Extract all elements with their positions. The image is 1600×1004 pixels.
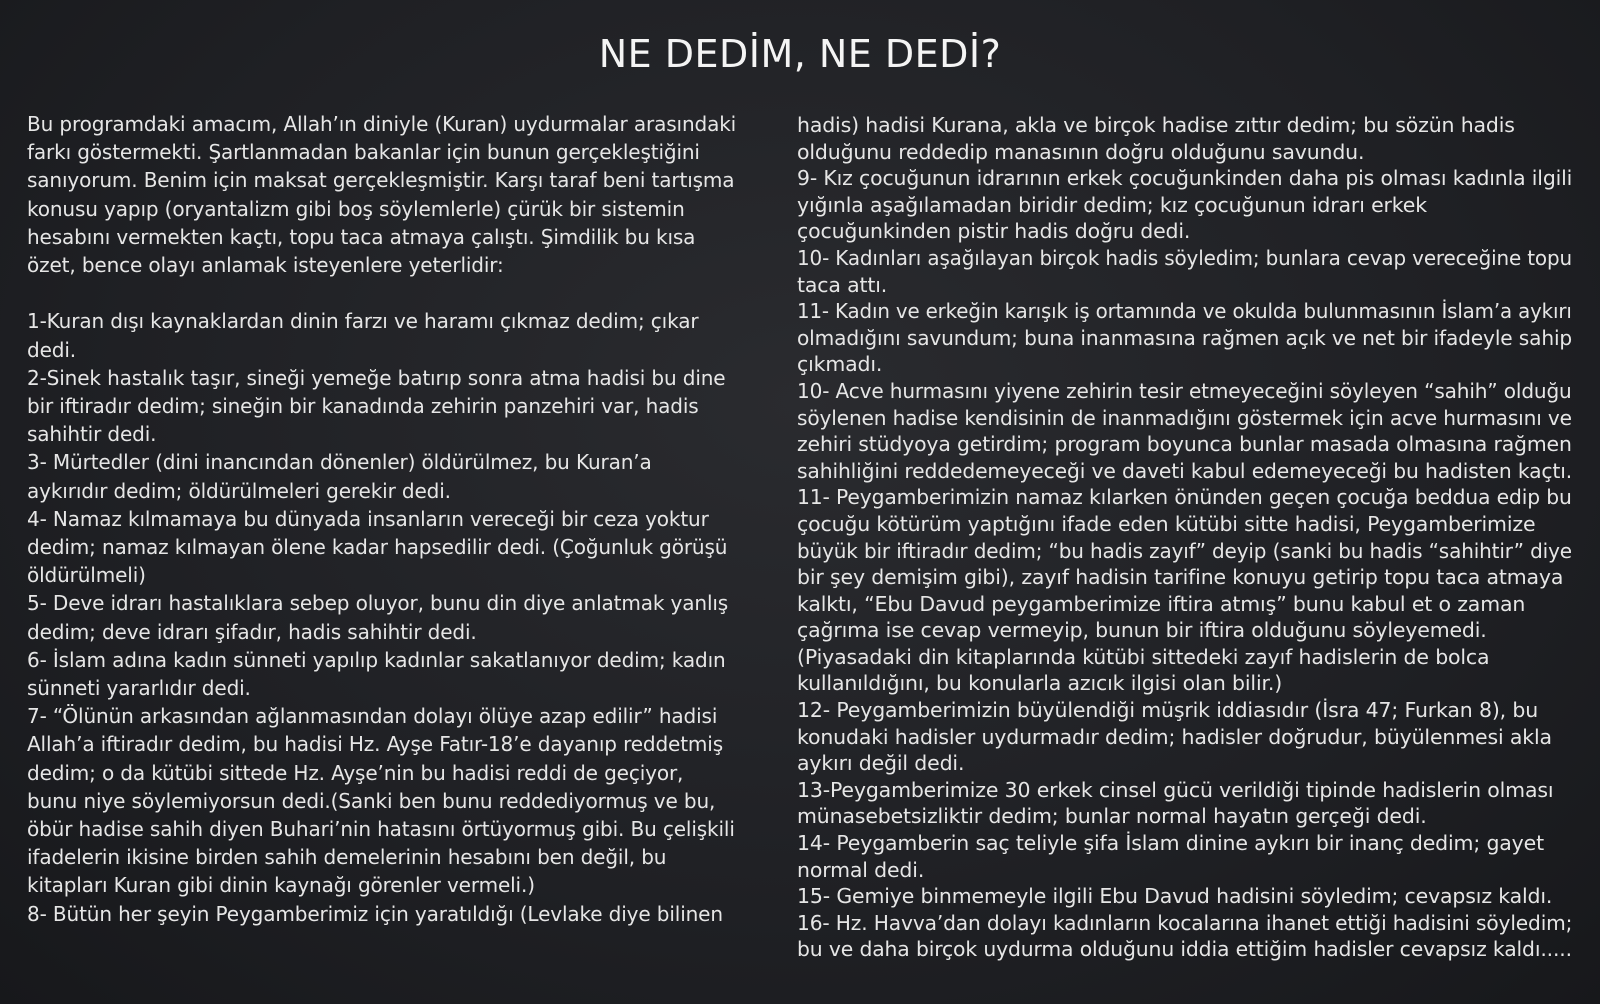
text-line: çocuğunkinden pistir hadis doğru dedi. [797, 219, 1191, 244]
text-line: bunu niye söylemiyorsun dedi.(Sanki ben bunu reddediyormuş ve bu, [27, 788, 716, 813]
left-column [27, 110, 767, 928]
text-line: hesabını vermekten kaçtı, topu taca atmaya çalıştı. Şimdilik bu kısa [27, 224, 696, 249]
text-line: 10- Kadınları aşağılayan birçok hadis söyledim; bunlara cevap vereceğine topu [797, 245, 1572, 270]
text-line: kullanıldığını, bu konularla azıcık ilgisi olan bilir.) [797, 671, 1283, 696]
text-line: dedim; o da kütübi sittede Hz. Ayşe’nin bu hadisi reddi de geçiyor, [27, 760, 684, 785]
text-line: Allah’a iftiradır dedim, bu hadisi Hz. Ayşe Fatır-18’e dayanıp reddetmiş [27, 732, 724, 757]
text-line: (Piyasadaki din kitaplarında kütübi sittedeki zayıf hadislerin de bolca [797, 644, 1490, 669]
text-line: aykırıdır dedim; öldürülmeleri gerekir dedi. [27, 478, 451, 503]
text-line: 16- Hz. Havva’dan dolayı kadınların kocalarına ihanet ettiği hadisini söyledim; [797, 910, 1573, 935]
text-line: 15- Gemiye binmemeyle ilgili Ebu Davud hadisini söyledim; cevapsız kaldı. [797, 884, 1553, 909]
text-line: bir iftiradır dedim; sineğin bir kanadında zehirin panzehiri var, hadis [27, 394, 699, 419]
text-line: farkı göstermekti. Şartlanmadan bakanlar için bunun gerçekleştiğini [27, 140, 700, 165]
text-line: sanıyorum. Benim için maksat gerçekleşmiştir. Karşı taraf beni tartışma [27, 168, 735, 193]
text-line: dedim; deve idrarı şifadır, hadis sahihtir dedi. [27, 619, 477, 644]
text-line: 14- Peygamberin saç teliyle şifa İslam dinine aykırı bir inanç dedim; gayet [797, 831, 1544, 856]
text-line: çocuğu kötürüm yaptığını ifade eden kütübi sitte hadisi, Peygamberimize [797, 511, 1536, 536]
text-line: 12- Peygamberimizin büyülendiği müşrik iddiasıdır (İsra 47; Furkan 8), bu [797, 698, 1539, 723]
text-line: 1-Kuran dışı kaynaklardan dinin farzı ve haramı çıkmaz dedim; çıkar [27, 309, 699, 334]
text-line: 3- Mürtedler (dini inancından dönenler) öldürülmez, bu Kuran’a [27, 450, 652, 475]
text-line: sahihtir dedi. [27, 422, 157, 447]
text-line: zehiri stüdyoya getirdim; program boyunca bunlar masada olmasına rağmen [797, 432, 1572, 457]
text-line: olmadığını savundum; buna inanmasına rağmen açık ve net bir ifadeyle sahip [797, 325, 1573, 350]
text-line: konudaki hadisler uydurmadır dedim; hadisler doğrudur, büyülenmesi akla [797, 724, 1552, 749]
text-line: kalktı, “Ebu Davud peygamberimize iftira atmış” bunu kabul et o zaman [797, 591, 1526, 616]
text-line: özet, bence olayı anlamak isteyenlere yeterlidir: [27, 253, 504, 278]
text-line: 9- Kız çocuğunun idrarının erkek çocuğunkinden daha pis olması kadınla ilgili [797, 166, 1573, 191]
text-line: münasebetsizliktir dedim; bunlar normal hayatın gerçeği dedi. [797, 804, 1427, 829]
text-line: taca attı. [797, 272, 888, 297]
text-line: dedi. [27, 337, 76, 362]
text-line: olduğunu reddedip manasının doğru olduğunu savundu. [797, 139, 1365, 164]
text-line: öldürülmeli) [27, 563, 146, 588]
text-line: öbür hadise sahih diyen Buhari’nin hatasını örtüyormuş gibi. Bu çelişkili [27, 817, 735, 842]
text-line: 4- Namaz kılmamaya bu dünyada insanların vereceği bir ceza yoktur [27, 506, 709, 531]
text-line: büyük bir iftiradır dedim; “bu hadis zayıf” deyip (sanki bu hadis “sahihtir” diye [797, 538, 1572, 563]
text-line: çağrıma ise cevap vermeyip, bunun bir iftira olduğunu söyleyemedi. [797, 618, 1487, 643]
text-line: söylenen hadise kendisinin de inanmadığını göstermek için acve hurmasını ve [797, 405, 1572, 430]
text-line: bu ve daha birçok uydurma olduğunu iddia ettiğim hadisler cevapsız kaldı..... [797, 937, 1572, 962]
text-line [27, 279, 747, 307]
text-line: kitapları Kuran gibi dinin kaynağı görenler vermeli.) [27, 873, 535, 898]
text-line: 6- İslam adına kadın sünneti yapılıp kadınlar sakatlanıyor dedim; kadın [27, 647, 726, 672]
text-line: 11- Kadın ve erkeğin karışık iş ortamında ve okulda bulunmasının İslam’a aykırı [797, 299, 1572, 324]
text-line: 5- Deve idrarı hastalıklara sebep oluyor, bunu din diye anlatmak yanlış [27, 591, 729, 616]
text-line: aykırı değil dedi. [797, 751, 965, 776]
text-line: normal dedi. [797, 857, 925, 882]
text-line: 8- Bütün her şeyin Peygamberimiz için yaratıldığı (Levlake diye bilinen [27, 901, 723, 926]
text-line: yığınla aşağılamadan biridir dedim; kız çocuğunun idrarı erkek [797, 192, 1427, 217]
page-title: NE DEDİM, NE DEDİ? [598, 32, 1002, 76]
text-line: 10- Acve hurmasını yiyene zehirin tesir etmeyeceğini söyleyen “sahih” olduğu [797, 378, 1572, 403]
text-line: konusu yapıp (oryantalizm gibi boş söylemlerle) çürük bir sistemin [27, 196, 685, 221]
text-line: sünneti yararlıdır dedi. [27, 676, 251, 701]
text-line: 7- “Ölünün arkasından ağlanmasından dolayı ölüye azap edilir” hadisi [27, 704, 718, 729]
text-line: 13-Peygamberimize 30 erkek cinsel gücü verildiği tipinde hadislerin olması [797, 777, 1554, 802]
text-line: Bu programdaki amacım, Allah’ın diniyle (Kuran) uydurmalar arasındaki [27, 112, 737, 136]
right-column [797, 112, 1577, 963]
text-line: dedim; namaz kılmayan ölene kadar hapsedilir dedi. (Çoğunluk görüşü [27, 535, 728, 560]
text-line: 2-Sinek hastalık taşır, sineği yemeğe batırıp sonra atma hadisi bu dine [27, 365, 726, 390]
text-line: hadis) hadisi Kurana, akla ve birçok hadise zıttır dedim; bu sözün hadis [797, 113, 1515, 137]
text-line: sahihliğini reddedemeyeceği ve daveti kabul edemeyeceği bu hadisten kaçtı. [797, 458, 1573, 483]
text-line: ifadelerin ikisine birden sahih demelerinin hesabını ben değil, bu [27, 845, 667, 870]
text-line: bir şey demişim gibi), zayıf hadisin tarifine konuyu getirip topu taca atmaya [797, 565, 1564, 590]
text-line: 11- Peygamberimizin namaz kılarken önünden geçen çocuğa beddua edip bu [797, 485, 1572, 510]
text-line: çıkmadı. [797, 352, 883, 377]
